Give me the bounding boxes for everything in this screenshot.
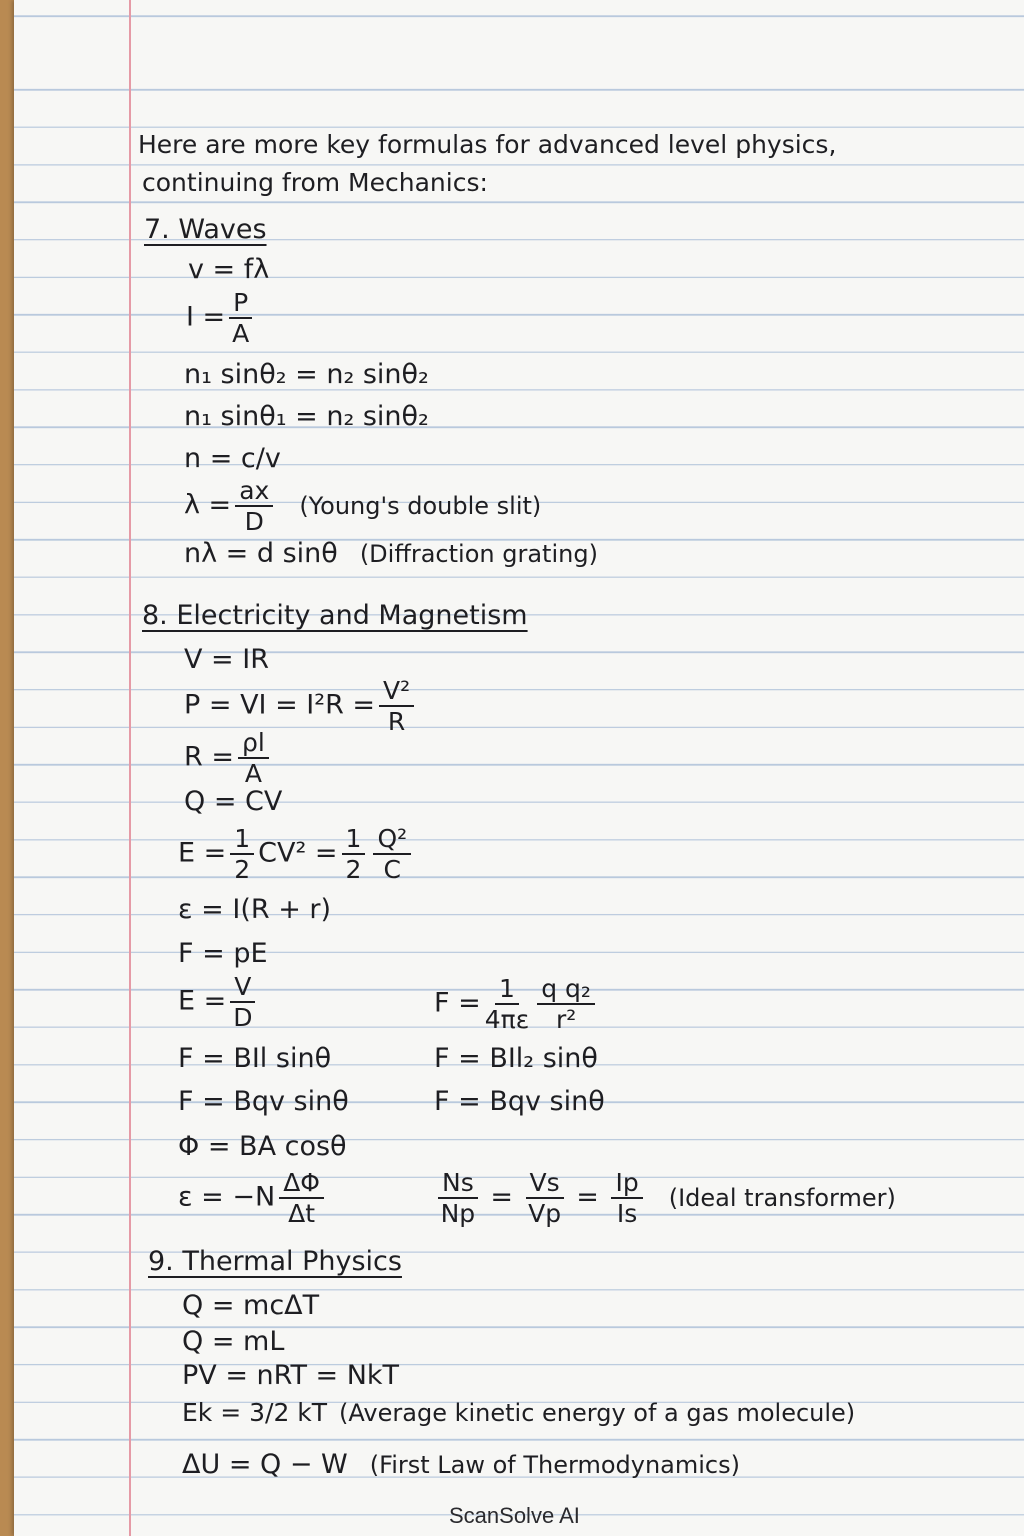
em-formula-16: $\frac{Ns}{Np}$ = $\frac{Vs}{Vp}$ = $\frac{Ip}{Is}$ (Ideal transformer) xyxy=(434,1170,896,1226)
em-formula-10: F = BIl sinθ xyxy=(178,1043,332,1074)
em-formula-6: ε = I(R + r) xyxy=(178,894,332,925)
thermal-formula-2: Q = mL xyxy=(182,1326,285,1357)
intro-line-2: continuing from Mechanics: xyxy=(142,168,488,197)
thermal-note-first-law: (First Law of Thermodynamics) xyxy=(369,1451,740,1479)
waves-formula-4: n₁ sinθ₁ = n₂ sinθ₂ xyxy=(184,401,429,432)
em-formula-13: F = Bqv sinθ xyxy=(434,1086,605,1117)
em-heading: 8. Electricity and Magnetism xyxy=(142,600,528,631)
thermal-note-kinetic: (Average kinetic energy of a gas molecule) xyxy=(339,1399,856,1427)
thermal-formula-5: ΔU = Q − W (First Law of Thermodynamics) xyxy=(182,1449,740,1480)
waves-formula-5: n = c/v xyxy=(184,443,281,474)
em-formula-1: V = IR xyxy=(184,644,269,675)
em-formula-7: F = pE xyxy=(178,938,268,969)
waves-formula-1: v = fλ xyxy=(188,254,270,285)
waves-formula-7: nλ = d sinθ (Diffraction grating) xyxy=(184,538,598,569)
em-formula-11: F = BIl₂ sinθ xyxy=(434,1043,598,1074)
em-formula-5: E = $\frac{1}{2}$ CV² = $\frac{1}{2}$ $\frac{\text{Q²}}{C}$ xyxy=(178,826,415,882)
thermal-formula-4: Ek = 3/2 kT (Average kinetic energy of a gas molecule) xyxy=(182,1398,856,1427)
em-formula-15: ε = −N $\frac{\Delta\Phi}{\Delta t}$ xyxy=(178,1170,328,1226)
footer-watermark: ScanSolve AI xyxy=(449,1503,580,1528)
notebook-paper xyxy=(14,0,1024,1536)
intro-line-1: Here are more key formulas for advanced level physics, xyxy=(138,130,837,159)
em-formula-3: R = $\frac{\rho l}{A}$ xyxy=(184,730,273,786)
waves-note-young: (Young's double slit) xyxy=(299,491,542,520)
em-formula-9: F = $\frac{1}{4\pi\varepsilon}$ $\frac{\text{q q₂}}{\text{r²}}$ xyxy=(434,976,599,1032)
waves-formula-2: I = $\frac{P}{A}$ xyxy=(186,290,256,346)
waves-formula-3: n₁ sinθ₂ = n₂ sinθ₂ xyxy=(184,359,429,390)
em-formula-2: P = VI = I²R = $\frac{\text{V²}}{R}$ xyxy=(184,678,418,734)
em-formula-4: Q = CV xyxy=(184,786,283,817)
thermal-heading: 9. Thermal Physics xyxy=(148,1246,402,1277)
margin-line xyxy=(129,0,131,1536)
em-note-transformer: (Ideal transformer) xyxy=(668,1183,896,1212)
em-formula-12: F = Bqv sinθ xyxy=(178,1086,349,1117)
waves-note-grating: (Diffraction grating) xyxy=(359,540,598,568)
waves-heading: 7. Waves xyxy=(144,214,267,245)
waves-formula-6: λ = $\frac{ax}{D}$ (Young's double slit) xyxy=(184,476,542,536)
thermal-formula-3: PV = nRT = NkT xyxy=(182,1360,400,1391)
em-formula-14: Φ = BA cosθ xyxy=(178,1131,347,1162)
em-formula-8: E = $\frac{V}{D}$ xyxy=(178,974,259,1030)
thermal-formula-1: Q = mcΔT xyxy=(182,1290,320,1321)
